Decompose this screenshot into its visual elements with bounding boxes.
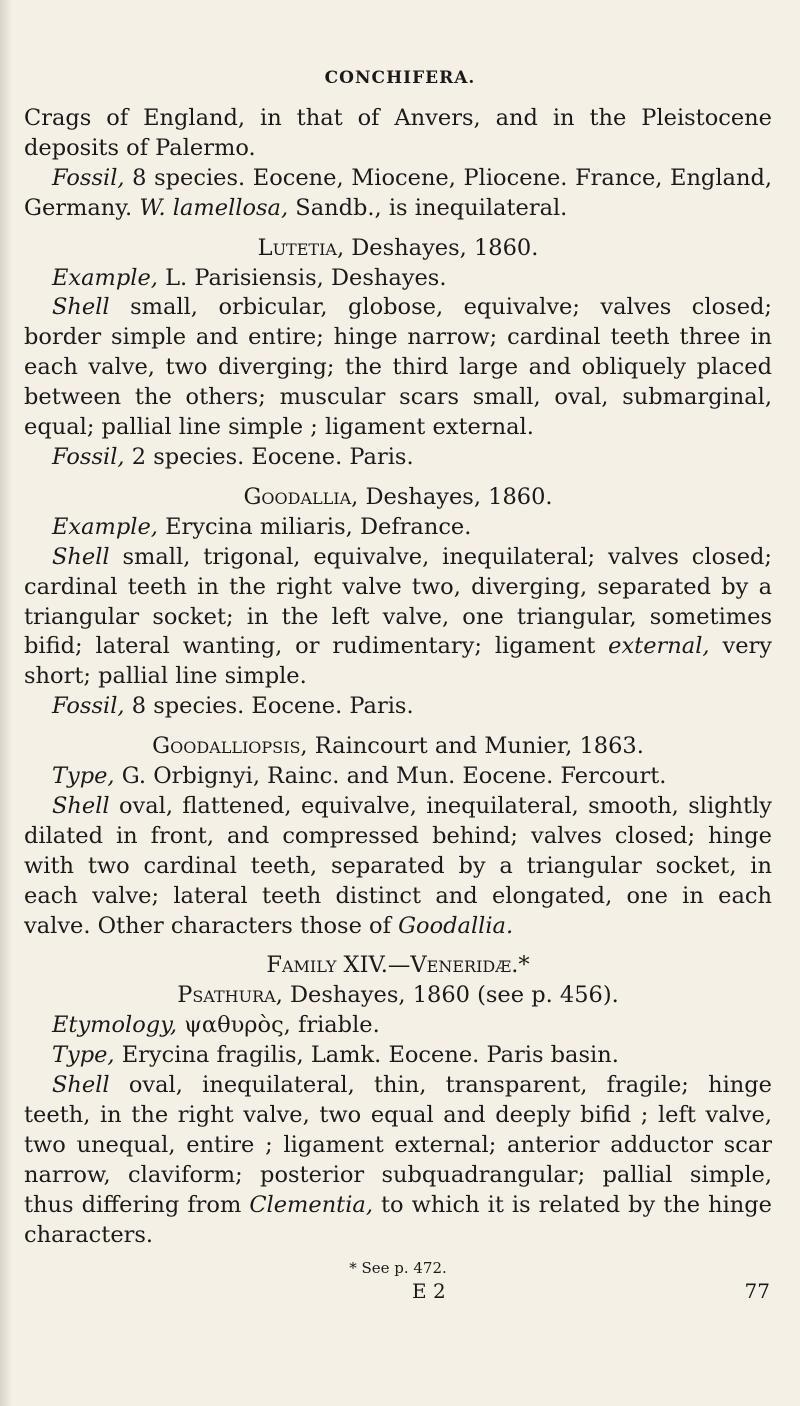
page-number: 77 (744, 1278, 770, 1303)
page-body (24, 104, 772, 1303)
text-example: L. Parisiensis, Deshayes. (157, 264, 447, 291)
paragraph-fossil-species (24, 164, 772, 224)
label-type: Type, (52, 1042, 115, 1069)
psathura-etymology (24, 1011, 772, 1041)
label-example: Example, (52, 513, 158, 540)
goodallia-shell (24, 543, 772, 693)
text-external: external, (608, 633, 710, 660)
label-etymology: Etymology, (52, 1012, 178, 1039)
goodalliopsis-type (24, 762, 772, 792)
genus-authority-psathura: , Deshayes, 1860 (see p. 456). (275, 982, 619, 1009)
text-type: Erycina fragilis, Lamk. Eocene. Paris basin. (114, 1042, 619, 1069)
label-shell: Shell (52, 1072, 110, 1099)
heading-goodallia (24, 483, 772, 513)
text-clementia-ref: Clementia, (249, 1191, 373, 1218)
genus-name-psathura: Psathura (177, 982, 276, 1009)
page-footer (24, 1277, 772, 1303)
label-shell: Shell (52, 543, 110, 570)
label-fossil: Fossil, (52, 164, 125, 191)
heading-lutetia (24, 234, 772, 264)
text-shell-2: to which it is related by the hinge characters. (24, 1191, 772, 1248)
genus-authority-lutetia: , Deshayes, 1860. (336, 234, 539, 261)
lutetia-example (24, 264, 772, 294)
text-example: Erycina miliaris, Defrance. (157, 513, 472, 540)
psathura-shell (24, 1071, 772, 1250)
label-type: Type, (52, 763, 115, 790)
text-fossil-2: Sandb., is inequilateral. (288, 194, 568, 221)
heading-psathura (24, 981, 772, 1011)
text-shell-2: very short; pallial line simple. (24, 633, 772, 690)
label-example: Example, (52, 264, 158, 291)
text-fossil-1: 8 species. Eocene, Miocene, Pliocene. France, England, Germany. (24, 164, 772, 221)
heading-family-veneridae (24, 951, 772, 981)
label-fossil: Fossil, (52, 443, 125, 470)
running-header: CONCHIFERA. (324, 68, 476, 88)
text-type: G. Orbignyi, Rainc. and Mun. Eocene. Fercourt. (114, 763, 667, 790)
label-shell: Shell (52, 294, 110, 321)
text-shell: oval, flattened, equivalve, inequilateral, smooth, slightly dilated in front, and compressed behind; valves closed; hinge with two cardinal teeth, separated by a triangular socket, in each valve; lateral teeth distinct and elongated, one in each valve. Other characters those of (24, 792, 772, 939)
text-w-lamellosa: W. lamellosa, (139, 194, 289, 221)
genus-name-goodallia: Goodallia (243, 483, 352, 510)
label-shell: Shell (52, 792, 110, 819)
text-shell-1: small, trigonal, equivalve, inequilateral; valves closed; cardinal teeth in the right valve two, diverging, separated by a triangular socket; in the left valve, one triangular, sometimes bifid; lateral wanting, or rudimentary; ligament (24, 543, 772, 660)
paragraph-crags (24, 104, 772, 164)
text-shell-1: oval, inequilateral, thin, transparent, fragile; hinge teeth, in the right valve, two equal and deeply bifid ; left valve, two unequal, entire ; ligament external; anterior adductor scar narrow, claviform; posterior subquadrangular; pallial simple, thus differing from (24, 1072, 772, 1218)
genus-authority-goodalliopsis: , Raincourt and Munier, 1863. (300, 733, 644, 760)
family-title: Family XIV.—Veneridæ.* (266, 952, 530, 979)
goodallia-example (24, 513, 772, 543)
text-shell: small, orbicular, globose, equivalve; valves closed; border simple and entire; hinge narrow; cardinal teeth three in each valve, two diverging; the third large and obliquely placed between the others; muscular scars small, oval, submarginal, equal; pallial line simple ; ligament external. (24, 294, 772, 441)
lutetia-shell (24, 293, 772, 443)
page-gutter-shadow (0, 0, 12, 1406)
goodallia-fossil (24, 692, 772, 722)
lutetia-fossil (24, 443, 772, 473)
text-etymology: ψαθυρὸς, friable. (177, 1012, 380, 1039)
genus-name-goodalliopsis: Goodalliopsis (152, 733, 301, 760)
text-fossil: 8 species. Eocene. Paris. (124, 693, 414, 720)
psathura-type (24, 1041, 772, 1071)
heading-goodalliopsis (24, 732, 772, 762)
footnote: * See p. 472. (349, 1258, 447, 1277)
text-goodallia-ref: Goodallia. (398, 912, 514, 939)
text-fossil: 2 species. Eocene. Paris. (124, 443, 414, 470)
genus-authority-goodallia: , Deshayes, 1860. (351, 483, 553, 510)
label-fossil: Fossil, (52, 693, 125, 720)
goodalliopsis-shell (24, 792, 772, 942)
text-crags: Crags of England, in that of Anvers, and in the Pleistocene deposits of Palermo. (24, 105, 772, 161)
signature-mark: E 2 (412, 1278, 446, 1303)
genus-name-lutetia: Lutetia (257, 234, 337, 261)
